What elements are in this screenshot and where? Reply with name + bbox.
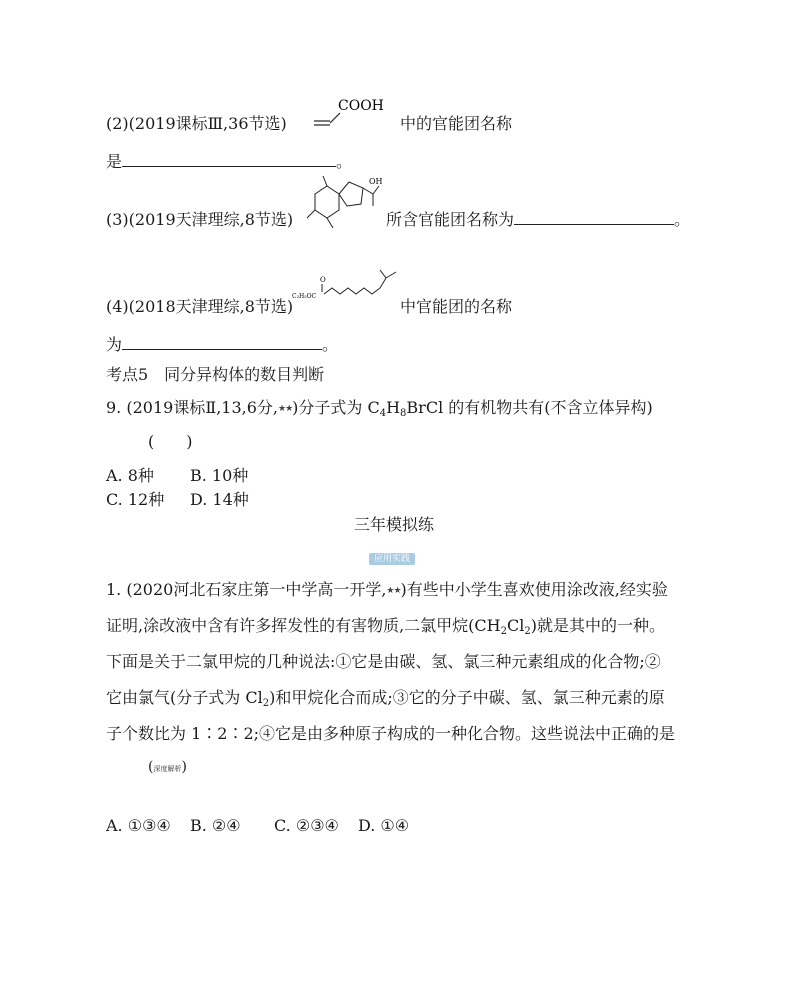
q3-structure-diagram <box>293 172 383 236</box>
practice-badge <box>369 546 415 565</box>
q4-line2-prefix: 为 <box>106 335 123 354</box>
p1-bracket-tag: 深度解析 <box>153 765 182 773</box>
p1-line4-after: )和甲烷化合而成;③它的分子中碳、氢、氯三种元素的原 <box>269 688 665 707</box>
q4-tail: 中官能团的名称 <box>400 297 513 316</box>
p1-option-c[interactable]: C. ②③④ <box>274 816 339 835</box>
q4-struct-o: O <box>320 276 326 284</box>
p1-bracket-right: ) <box>181 759 187 775</box>
q3-answer-blank[interactable] <box>514 210 674 225</box>
q9-option-b[interactable]: B. 10种 <box>190 466 249 485</box>
q9-h: H <box>386 398 401 417</box>
p1-line2-after: )就是其中的一种。 <box>530 616 665 635</box>
section5-heading: 考点5 同分异构体的数目判断 <box>106 365 325 384</box>
p1-option-a[interactable]: A. ①③④ <box>106 816 171 835</box>
q4-line2 <box>106 332 338 355</box>
p1-stars: ★★ <box>386 586 401 596</box>
q4-struct-prefix: C₂H₅OC <box>292 293 317 300</box>
q9-stem-after: )分子式为 C <box>292 398 380 417</box>
q2-struct-label: COOH <box>338 98 384 114</box>
p1-line4-sub: 2 <box>262 698 270 709</box>
p1-line1-after: )有些中小学生喜欢使用涂改液,经实验 <box>400 580 668 599</box>
q2-tail: 中的官能团名称 <box>400 114 513 133</box>
q2-source: (2)(2019课标Ⅲ,36节选) <box>106 114 287 133</box>
q3-suffix: 。 <box>674 210 691 229</box>
p1-option-d[interactable]: D. ①④ <box>358 816 410 835</box>
p1-line2-mid: Cl <box>507 616 525 635</box>
q2-answer-blank[interactable] <box>122 152 336 167</box>
q4-structure-diagram <box>290 268 400 314</box>
q9-tail: BrCl 的有机物共有(不含立体异构) <box>406 398 653 417</box>
q9-option-c[interactable]: C. 12种 <box>106 490 165 509</box>
q9-h-sub: 8 <box>400 408 407 419</box>
practice-badge-label: 应用实践 <box>369 553 415 565</box>
q3-tail: 所含官能团名称为 <box>386 210 515 229</box>
practice-title: 三年模拟练 <box>354 515 435 534</box>
q2-line2-suffix: 。 <box>336 152 353 171</box>
q9-bracket: ( ) <box>148 432 193 451</box>
q3-struct-label: OH <box>369 177 383 186</box>
q2-line1 <box>106 111 287 134</box>
p1-line2-sub1: 2 <box>500 626 507 637</box>
q9-stem-before: 9. (2019课标Ⅱ,13,6分, <box>106 398 278 417</box>
q2-line2 <box>106 149 352 172</box>
q4-source: (4)(2018天津理综,8节选) <box>106 297 294 316</box>
p1-line5: 子个数比为 1∶2∶2;④它是由多种原子构成的一种化合物。这些说法中正确的是 <box>106 724 676 743</box>
p1-line3: 下面是关于二氯甲烷的几种说法:①它是由碳、氢、氯三种元素组成的化合物;② <box>106 652 661 671</box>
q2-line2-prefix: 是 <box>106 152 123 171</box>
p1-bracket-wrap <box>148 759 187 775</box>
q2-structure-diagram <box>308 95 396 131</box>
p1-line2-sub2: 2 <box>524 626 531 637</box>
p1-option-b[interactable]: B. ②④ <box>190 816 241 835</box>
q4-answer-blank[interactable] <box>122 335 322 350</box>
p1-line2-before: 证明,涂改液中含有许多挥发性的有害物质,二氯甲烷(CH <box>106 616 501 635</box>
q9-c-sub: 4 <box>379 408 387 419</box>
q9-stem <box>106 395 653 419</box>
q3-source: (3)(2019天津理综,8节选) <box>106 210 294 229</box>
p1-line4-before: 它由氯气(分子式为 Cl <box>106 688 263 707</box>
p1-line1 <box>106 577 668 600</box>
q9-stars: ★★ <box>278 404 293 414</box>
p1-line4 <box>106 685 665 709</box>
q9-option-a[interactable]: A. 8种 <box>106 466 154 485</box>
p1-bracket-left: ( <box>148 759 154 775</box>
p1-line2 <box>106 613 665 637</box>
q9-option-d[interactable]: D. 14种 <box>190 490 249 509</box>
q3-line <box>386 207 690 230</box>
p1-line1-before: 1. (2020河北石家庄第一中学高一开学, <box>106 580 387 599</box>
q4-line2-suffix: 。 <box>322 335 339 354</box>
